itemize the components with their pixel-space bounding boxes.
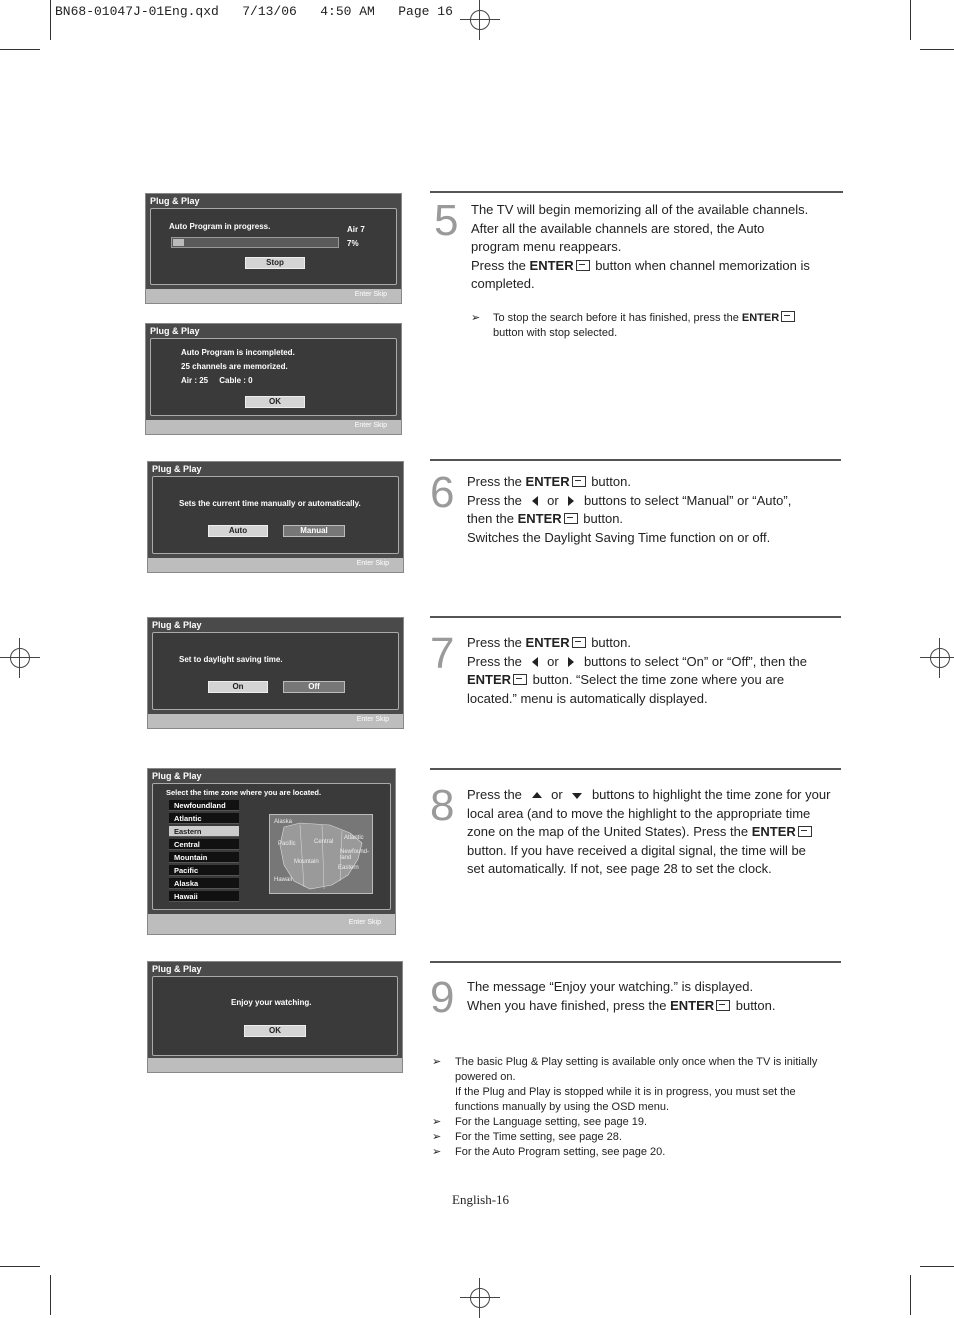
osd-footer: Enter Skip bbox=[354, 291, 387, 298]
osd-enjoy-watching bbox=[147, 961, 403, 1073]
registration-mark-icon bbox=[920, 638, 954, 678]
osd-auto-program-progress bbox=[145, 193, 402, 304]
left-arrow-icon bbox=[532, 496, 538, 506]
enter-icon bbox=[513, 674, 527, 685]
time-zone-item[interactable]: Pacific bbox=[169, 865, 239, 876]
map-label: Newfound-land bbox=[340, 849, 370, 861]
map-label: Atlantic bbox=[344, 835, 364, 841]
enter-icon bbox=[716, 1000, 730, 1011]
page-number: English-16 bbox=[452, 1192, 510, 1207]
osd-message: Sets the current time manually or automatically. bbox=[179, 499, 361, 508]
auto-button[interactable]: Auto bbox=[208, 525, 268, 537]
ok-button[interactable]: OK bbox=[245, 396, 305, 408]
osd-title: Plug & Play bbox=[152, 771, 202, 781]
osd-daylight-saving bbox=[147, 617, 404, 729]
osd-footer: Enter Skip bbox=[356, 560, 389, 567]
step-5-text: The TV will begin memorizing all of the available channels. After all the available channels are stored, the Auto program menu reappears. Press the ENTER button when channel memorization is completed. bbox=[471, 202, 810, 291]
map-label: Hawaii bbox=[274, 877, 293, 883]
crop-mark bbox=[50, 0, 51, 40]
enter-icon bbox=[576, 260, 590, 271]
osd-title: Plug & Play bbox=[152, 464, 202, 474]
enter-icon bbox=[798, 826, 812, 837]
osd-message: 25 channels are memorized. bbox=[181, 362, 288, 371]
crop-mark bbox=[910, 0, 911, 40]
ok-button[interactable]: OK bbox=[244, 1025, 306, 1037]
step-divider bbox=[430, 459, 841, 461]
osd-auto-program-incompleted bbox=[145, 323, 402, 435]
registration-mark-icon bbox=[460, 1278, 500, 1318]
osd-message: Air : 25 Cable : 0 bbox=[181, 376, 253, 385]
osd-message: Set to daylight saving time. bbox=[179, 655, 283, 664]
time-zone-item[interactable]: Atlantic bbox=[169, 813, 239, 824]
osd-message: Select the time zone where you are located. bbox=[166, 788, 322, 797]
step-7-text: Press the ENTER button. Press the or buttons to select “On” or “Off”, then the ENTER button. “Select the time zone where you are located.” menu is automatically displayed. bbox=[467, 635, 807, 706]
step-number: 6 bbox=[430, 468, 455, 517]
crop-mark bbox=[910, 1275, 911, 1315]
osd-title: Plug & Play bbox=[152, 964, 202, 974]
file-header: BN68-01047J-01Eng.qxd 7/13/06 4:50 AM Page 16 bbox=[55, 4, 453, 19]
step-number: 9 bbox=[430, 973, 455, 1022]
step-8-text: Press the or buttons to highlight the time zone for your local area (and to move the highlight to the appropriate time zone on the map of the United States). Press the ENTER button. If you have received a digital signal, the time will be set automatically. If not, see page 28 to set the clock. bbox=[467, 787, 831, 876]
note-arrow-icon: ➢ bbox=[432, 1131, 442, 1143]
right-arrow-icon bbox=[568, 657, 574, 667]
step-5-note: To stop the search before it has finished, press the ENTER button with stop selected. bbox=[493, 311, 833, 341]
enter-icon bbox=[564, 513, 578, 524]
left-arrow-icon bbox=[532, 657, 538, 667]
map-label: Pacific bbox=[278, 841, 296, 847]
step-9-text: The message “Enjoy your watching.” is displayed. When you have finished, press the ENTER button. bbox=[467, 979, 776, 1013]
time-zone-item[interactable]: Hawaii bbox=[169, 891, 239, 902]
crop-mark bbox=[0, 49, 40, 50]
step-divider bbox=[430, 768, 841, 770]
osd-time-zone bbox=[147, 768, 396, 935]
step-6-text: Press the ENTER button. Press the or buttons to select “Manual” or “Auto”, then the ENTER button. Switches the Daylight Saving Time function on or off. bbox=[467, 474, 792, 545]
enter-icon bbox=[781, 311, 795, 322]
osd-time-mode bbox=[147, 461, 404, 573]
osd-message: Auto Program in progress. bbox=[169, 222, 271, 231]
enter-icon bbox=[572, 637, 586, 648]
osd-footer: Enter Skip bbox=[348, 919, 381, 926]
right-arrow-icon bbox=[568, 496, 574, 506]
step-number: 5 bbox=[434, 196, 459, 245]
time-zone-item-selected[interactable]: Eastern bbox=[169, 826, 239, 837]
step-divider bbox=[430, 191, 843, 193]
time-zone-item[interactable]: Central bbox=[169, 839, 239, 850]
up-arrow-icon bbox=[532, 792, 542, 798]
osd-footer: Enter Skip bbox=[356, 716, 389, 723]
us-time-zone-map bbox=[269, 814, 373, 894]
note-arrow-icon: ➢ bbox=[432, 1056, 442, 1068]
down-arrow-icon bbox=[572, 793, 582, 799]
on-button[interactable]: On bbox=[208, 681, 268, 693]
osd-percent: 7% bbox=[347, 239, 359, 248]
time-zone-item[interactable]: Newfoundland bbox=[169, 800, 239, 811]
time-zone-item[interactable]: Mountain bbox=[169, 852, 239, 863]
osd-message: Enjoy your watching. bbox=[231, 998, 312, 1007]
registration-mark-icon bbox=[0, 638, 40, 678]
map-label: Central bbox=[314, 839, 334, 845]
note-arrow-icon: ➢ bbox=[471, 312, 481, 324]
crop-mark bbox=[920, 1266, 954, 1267]
progress-bar bbox=[171, 237, 339, 248]
note-arrow-icon: ➢ bbox=[432, 1116, 442, 1128]
crop-mark bbox=[920, 49, 954, 50]
off-button[interactable]: Off bbox=[283, 681, 345, 693]
step-number: 8 bbox=[430, 781, 455, 830]
step-divider bbox=[430, 961, 841, 963]
step-number: 7 bbox=[430, 629, 455, 678]
stop-button[interactable]: Stop bbox=[245, 257, 305, 269]
step-divider bbox=[430, 616, 841, 618]
osd-channel: Air 7 bbox=[347, 225, 365, 234]
time-zone-item[interactable]: Alaska bbox=[169, 878, 239, 889]
registration-mark-icon bbox=[460, 0, 500, 40]
osd-title: Plug & Play bbox=[150, 326, 200, 336]
bottom-notes: The basic Plug & Play setting is available only once when the TV is initially powered on. If the Plug and Play is stopped while it is in progress, you must set the functions manually by using the OSD menu. For the Language setting, see page 19. For the Time setting, see page 28. For the Auto Program setting, see page 20. bbox=[455, 1056, 818, 1158]
map-label: Alaska bbox=[274, 819, 293, 825]
osd-message: Auto Program is incompleted. bbox=[181, 348, 295, 357]
crop-mark bbox=[0, 1266, 40, 1267]
osd-title: Plug & Play bbox=[152, 620, 202, 630]
note-arrow-icon: ➢ bbox=[432, 1146, 442, 1158]
crop-mark bbox=[50, 1275, 51, 1315]
enter-icon bbox=[572, 476, 586, 487]
manual-button[interactable]: Manual bbox=[283, 525, 345, 537]
map-label: Mountain bbox=[294, 859, 319, 865]
osd-title: Plug & Play bbox=[150, 196, 200, 206]
map-label: Eastern bbox=[338, 865, 359, 871]
osd-footer: Enter Skip bbox=[354, 422, 387, 429]
